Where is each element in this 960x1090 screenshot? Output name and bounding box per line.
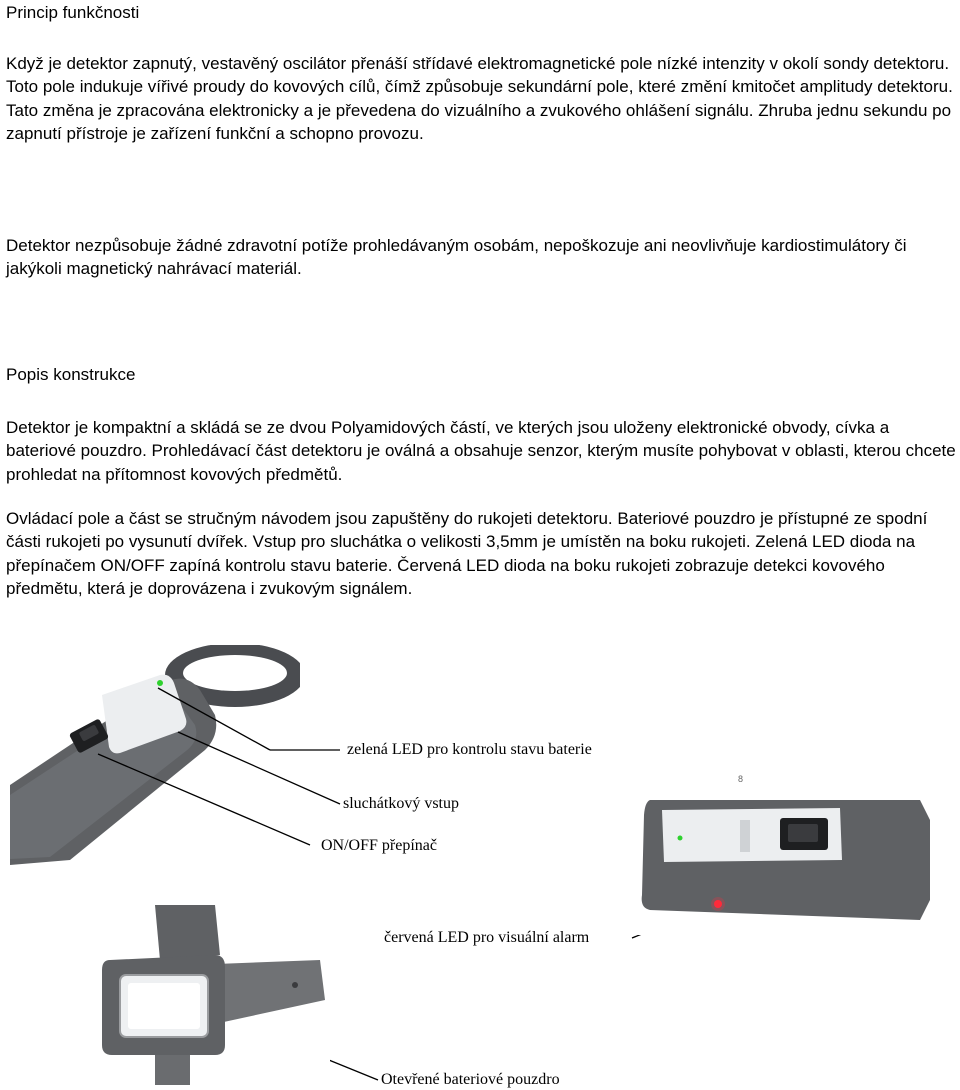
callout-on-off-switch: ON/OFF přepínač	[321, 837, 437, 854]
detector-side-photo	[630, 770, 930, 935]
battery-case-photo	[100, 905, 330, 1085]
paragraph-construction-2: Ovládací pole a část se stručným návodem jsou zapuštěny do rukojeti detektoru. Bateriové pouzdro je přístupné ze spodní části rukojeti po vysunutí dvířek. Vstup pro sluchátka o velikosti 3,5mm je umístěn na boku rukojeti. Zelená LED dioda na přepínačem ON/OFF zapíná kontrolu stavu baterie. Červená LED dioda na boku rukojeti zobrazuje detekci kovového předmětu, která je doprovázena i zvukovým signálem.	[6, 509, 928, 599]
callout-red-led: červená LED pro visuální alarm	[384, 929, 590, 946]
callout-green-led: zelená LED pro kontrolu stavu baterie	[347, 741, 592, 758]
paragraph-principle-2: Detektor nezpůsobuje žádné zdravotní potíže prohledávaným osobám, nepoškozuje ani neovlivňuje kardiostimulátory či jakýkoli magnetický nahrávací materiál.	[6, 236, 907, 279]
callout-headphone-jack: sluchátkový vstup	[343, 795, 459, 812]
callout-battery-case: Otevřené bateriové pouzdro	[381, 1071, 560, 1088]
paragraph-construction-1: Detektor je kompaktní a skládá se ze dvou Polyamidových částí, ve kterých jsou uloženy elektronické obvody, cívka a bateriové pouzdro. Prohledávací část detektoru je oválná a obsahuje senzor, kterým musíte pohybovat v oblasti, kterou chcete prohledat na přítomnost kovových předmětů.	[6, 418, 956, 484]
paragraph-principle-1: Když je detektor zapnutý, vestavěný oscilátor přenáší střídavé elektromagnetické pole nízké intenzity v okolí sondy detektoru. Toto pole indukuje vířivé proudy do kovových cílů, čímž způsobuje sekundární pole, které změní kmitočet amplitudy detektoru. Tato změna je zpracována elektronicky a je převedena do vizuálního a zvukového ohlášení signálu. Zhruba jednu sekundu po zapnutí přístroje je zařízení funkční a schopno provozu.	[6, 54, 953, 144]
heading-principle: Princip funkčnosti	[6, 3, 140, 22]
svg-text:8: 8	[738, 774, 744, 784]
heading-construction: Popis konstrukce	[6, 365, 136, 384]
